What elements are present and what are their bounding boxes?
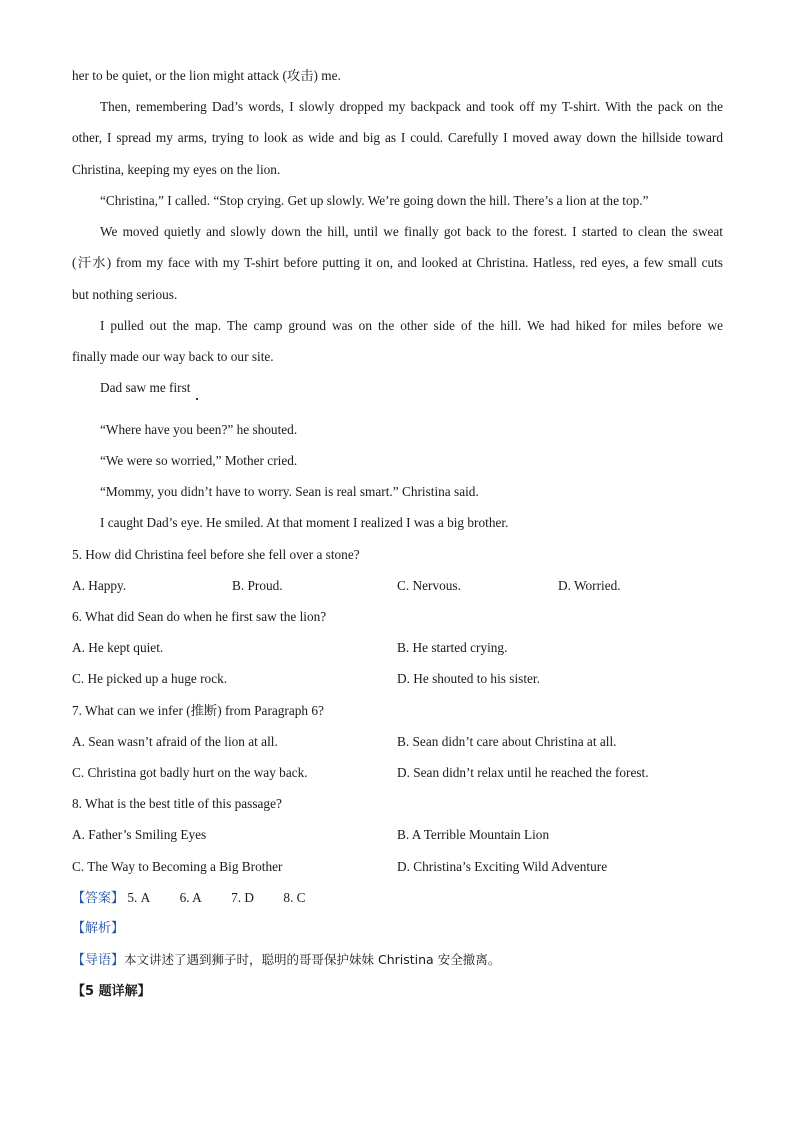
- option-b: B. Proud.: [232, 578, 283, 593]
- option-a: A. Happy.: [72, 578, 127, 593]
- option-c: C. Nervous.: [397, 578, 461, 593]
- passage-line: other, I spread my arms, trying to look as wide and big as I could. Carefully I moved away down the hillside toward: [72, 130, 723, 145]
- passage-line: but nothing serious.: [72, 287, 178, 302]
- option-d: D. He shouted to his sister.: [397, 671, 540, 686]
- option-b: B. A Terrible Mountain Lion: [397, 827, 550, 842]
- answer-item: 6. A: [179, 890, 202, 905]
- guide-line: [72, 951, 500, 970]
- passage-line: her to be quiet, or the lion might attack (攻击) me.: [72, 68, 341, 83]
- passage-line: “Christina,” I called. “Stop crying. Get up slowly. We’re going down the hill. There’s a lion at the top.”: [100, 193, 649, 208]
- guide-text: 本文讲述了遇到狮子时，聪明的哥哥保护妹妹 Christina 安全撤离。: [124, 952, 501, 967]
- stray-dot: [196, 398, 198, 400]
- passage-line: I pulled out the map. The camp ground was on the other side of the hill. We had hiked for miles before we: [100, 318, 723, 333]
- passage-line: “Where have you been?” he shouted.: [100, 422, 298, 437]
- option-c: C. Christina got badly hurt on the way back.: [72, 765, 308, 780]
- option-b: B. Sean didn’t care about Christina at all.: [397, 734, 617, 749]
- answer-item: 8. C: [283, 890, 306, 905]
- passage-line: “Mommy, you didn’t have to worry. Sean is real smart.” Christina said.: [100, 484, 479, 499]
- answer-item: 7. D: [231, 890, 254, 905]
- question-stem: 7. What can we infer (推断) from Paragraph 6?: [72, 703, 324, 718]
- option-b: B. He started crying.: [397, 640, 508, 655]
- passage-line: I caught Dad’s eye. He smiled. At that moment I realized I was a big brother.: [100, 515, 509, 530]
- option-a: A. He kept quiet.: [72, 640, 164, 655]
- option-a: A. Father’s Smiling Eyes: [72, 827, 207, 842]
- passage-line: “We were so worried,” Mother cried.: [100, 453, 298, 468]
- option-c: C. He picked up a huge rock.: [72, 671, 228, 686]
- guide-tag: 【导语】: [72, 953, 125, 968]
- option-d: D. Christina’s Exciting Wild Adventure: [397, 859, 608, 874]
- passage-line: Dad saw me first: [100, 380, 191, 395]
- question-stem: 8. What is the best title of this passage?: [72, 796, 282, 811]
- analysis-tag: 【解析】: [72, 921, 125, 936]
- passage-line: Christina, keeping my eyes on the lion.: [72, 162, 281, 177]
- option-c: C. The Way to Becoming a Big Brother: [72, 859, 283, 874]
- passage-line: Then, remembering Dad’s words, I slowly dropped my backpack and took off my T-shirt. With the pack on the: [100, 99, 723, 114]
- answer-tag: 【答案】: [72, 891, 125, 906]
- question-stem: 5. How did Christina feel before she fell over a stone?: [72, 547, 360, 562]
- answer-line: [72, 889, 305, 908]
- option-d: D. Worried.: [558, 578, 621, 593]
- passage-line: We moved quietly and slowly down the hill, until we finally got back to the forest. I started to clean the sweat: [100, 224, 723, 239]
- passage-line: finally made our way back to our site.: [72, 349, 274, 364]
- detail-tag: 【5 题详解】: [72, 984, 151, 999]
- option-a: A. Sean wasn’t afraid of the lion at all.: [72, 734, 278, 749]
- option-d: D. Sean didn’t relax until he reached the forest.: [397, 765, 649, 780]
- answer-item: 5. A: [127, 890, 151, 905]
- passage-line: (汗水) from my face with my T-shirt before putting it on, and looked at Christina. Hatless, red eyes, a few small cuts: [72, 255, 723, 270]
- question-stem: 6. What did Sean do when he first saw the lion?: [72, 609, 327, 624]
